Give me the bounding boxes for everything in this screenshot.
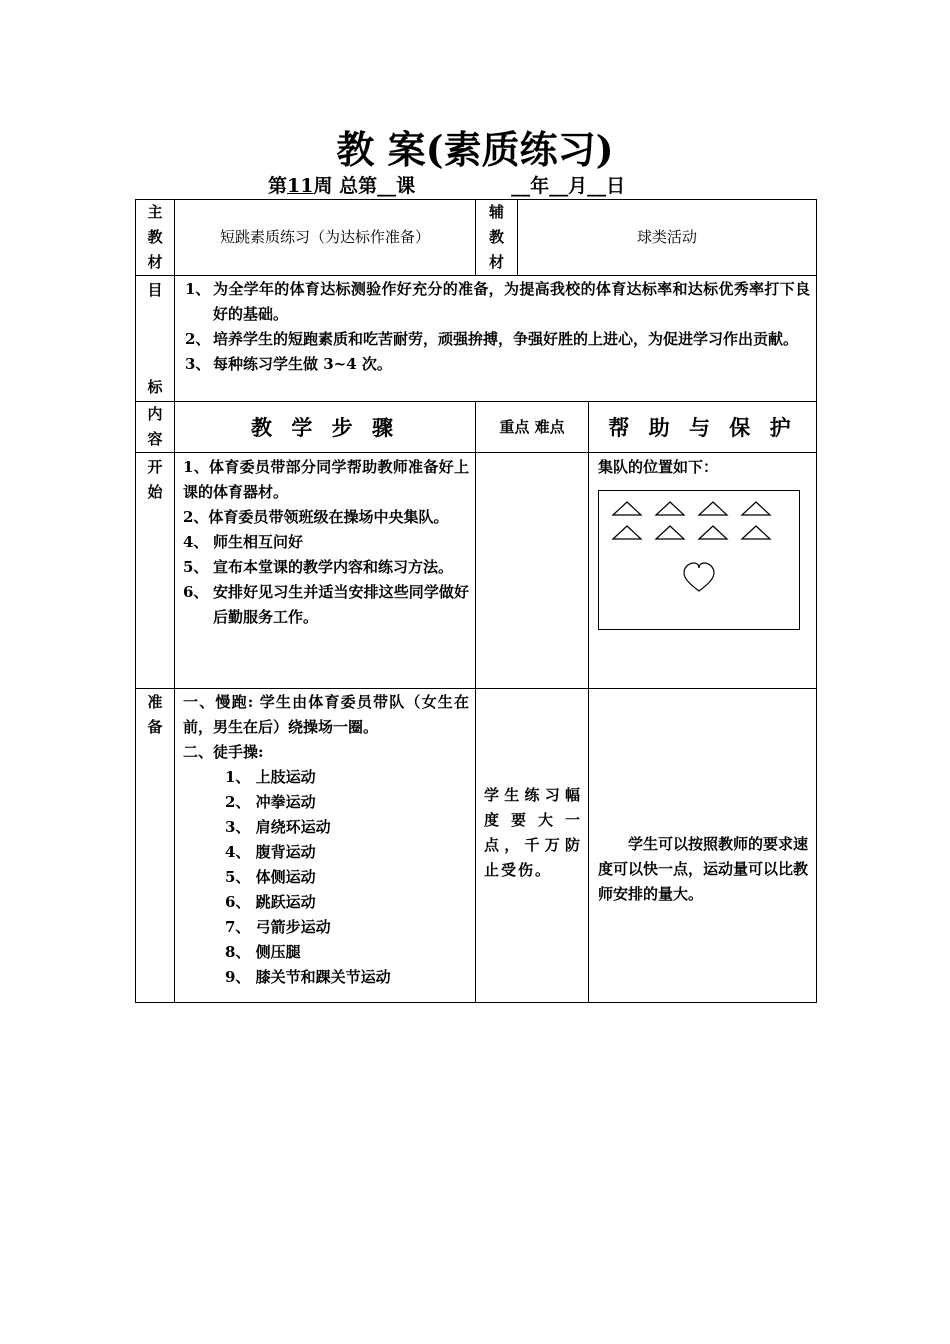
- goal-item: 2、 培养学生的短跑素质和吃苦耐劳，顽强拚搏，争强好胜的上进心，为促进学习作出贡献。: [185, 330, 799, 348]
- start-step: 5、 宣布本堂课的教学内容和练习方法。: [183, 558, 454, 576]
- exercise-item: 8、 侧压腿: [225, 943, 301, 961]
- student-triangle-icon: [742, 502, 770, 515]
- exercise-item: 4、 腹背运动: [225, 843, 316, 861]
- start-step: 1、体育委员带部分同学帮助教师准备好上课的体育器材。: [183, 458, 469, 501]
- start-step: 4、 师生相互问好: [183, 533, 304, 551]
- formation-diagram: [598, 490, 800, 630]
- start-help: [589, 453, 817, 689]
- content-label: 内 容: [136, 402, 175, 453]
- main-material-row: [136, 200, 817, 276]
- student-row-1: [613, 502, 770, 515]
- lesson-info: [268, 172, 625, 200]
- goal-item: 1、 为全学年的体育达标测验作好充分的准备，为提高我校的体育达标率和达标优秀率打下良好的基础。: [185, 280, 811, 323]
- exercise-item: 9、 膝关节和踝关节运动: [225, 968, 391, 986]
- heart-icon: [684, 563, 714, 591]
- prep-help: 学生可以按照教师的要求速度可以快一点，运动量可以比教师安排的量大。: [589, 689, 817, 1003]
- exercise-item: 6、 跳跃运动: [225, 893, 316, 911]
- prep-steps: [175, 689, 476, 1003]
- student-triangle-icon: [742, 526, 770, 539]
- exercise-item: 2、 冲拳运动: [225, 793, 316, 811]
- start-steps: [175, 453, 476, 689]
- student-triangle-icon: [613, 502, 641, 515]
- formation-svg: [599, 491, 799, 629]
- student-triangle-icon: [656, 502, 684, 515]
- exercise-item: 5、 体侧运动: [225, 868, 316, 886]
- prep-jogging: 一、慢跑: 学生由体育委员带队（女生在前，男生在后）绕操场一圈。: [183, 693, 469, 736]
- lesson-plan-table: [135, 199, 817, 1003]
- main-material-label: 主 教 材: [136, 200, 175, 276]
- goals-label: 目 标: [136, 276, 175, 402]
- start-keypoints: [476, 453, 589, 689]
- goal-item: 3、 每种练习学生做 3~4 次。: [185, 355, 392, 373]
- student-row-2: [613, 526, 770, 539]
- goals-content: [175, 276, 817, 402]
- lesson-date: __年__月__日: [511, 175, 626, 197]
- formation-caption: 集队的位置如下：: [598, 458, 719, 476]
- start-step: 2、体育委员带领班级在操场中央集队。: [183, 508, 449, 526]
- aux-material-content: 球类活动: [518, 200, 817, 276]
- start-row: [136, 453, 817, 689]
- start-step: 6、 安排好见习生并适当安排这些同学做好后勤服务工作。: [183, 583, 469, 626]
- keypoints-header: 重点 难点: [476, 402, 589, 453]
- prep-label: 准 备: [136, 689, 175, 1003]
- exercise-item: 1、 上肢运动: [225, 768, 316, 786]
- exercise-item: 3、 肩绕环运动: [225, 818, 331, 836]
- start-label: 开 始: [136, 453, 175, 689]
- week-prefix: 第: [268, 175, 288, 197]
- aux-material-label: 辅 教 材: [476, 200, 518, 276]
- week-suffix: 周 总第__课: [313, 175, 416, 197]
- student-triangle-icon: [699, 502, 727, 515]
- exercise-item: 7、 弓箭步运动: [225, 918, 331, 936]
- prep-keypoints: 学生练习幅度要大一点，千万防止受伤。: [476, 689, 589, 1003]
- student-triangle-icon: [699, 526, 727, 539]
- main-material-content: 短跳素质练习（为达标作准备）: [175, 200, 476, 276]
- help-protect-header: 帮 助 与 保 护: [589, 402, 817, 453]
- student-triangle-icon: [656, 526, 684, 539]
- teaching-steps-header: 教 学 步 骤: [175, 402, 476, 453]
- week-number: 11: [287, 175, 314, 197]
- goals-row: [136, 276, 817, 402]
- prep-calisthenics: 二、徒手操:: [183, 743, 264, 761]
- student-triangle-icon: [613, 526, 641, 539]
- header-row: [136, 402, 817, 453]
- page-title: 教 案(素质练习): [336, 127, 614, 172]
- prep-row: [136, 689, 817, 1003]
